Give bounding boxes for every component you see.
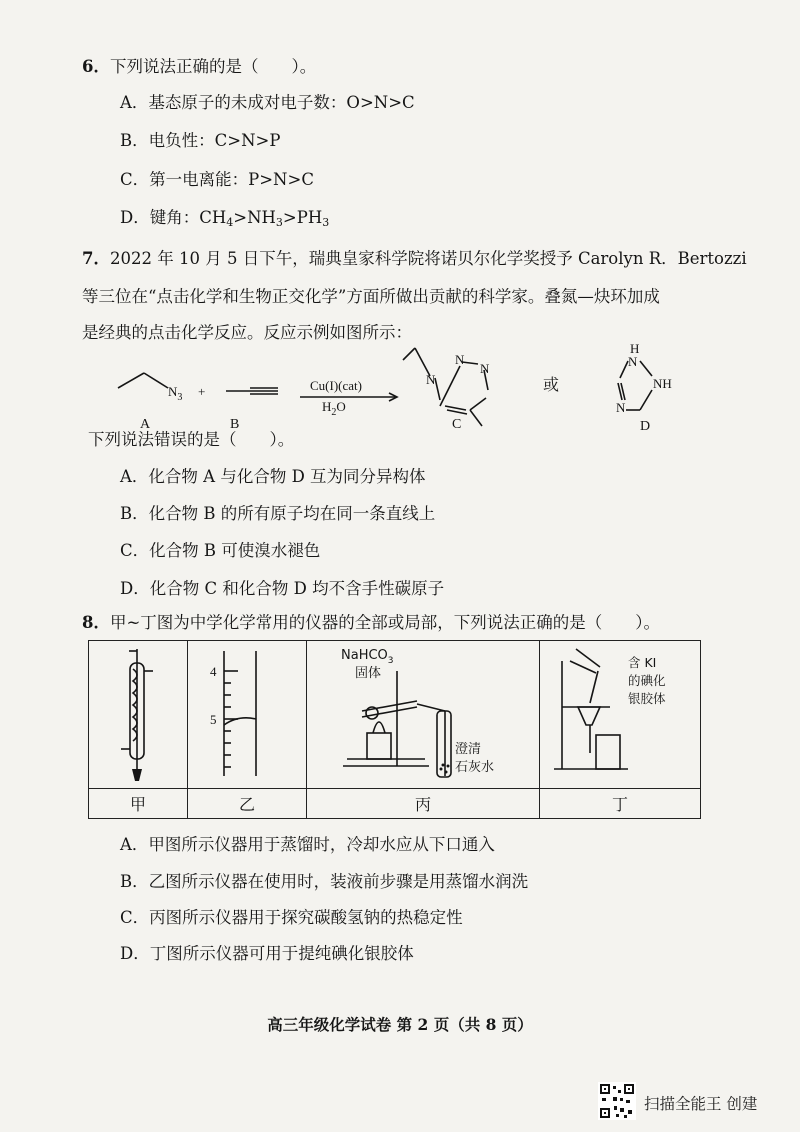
- ki-label: 含 KI: [628, 655, 657, 670]
- cell-jia: [89, 641, 188, 789]
- label-c: C: [452, 417, 462, 432]
- condition-top: Cu(I)(cat): [310, 378, 362, 393]
- triazole-n3: N: [480, 361, 490, 376]
- colloid-label: 银胶体: [628, 691, 666, 706]
- q7-option-b: B．化合物 B 的所有原子均在同一条直线上: [120, 504, 436, 523]
- clear-label: 澄清: [455, 742, 482, 757]
- cell-yi: [188, 641, 307, 789]
- burette-diagram: [188, 641, 306, 788]
- triazole-n2: N: [455, 352, 465, 367]
- burette-tick-4: 4: [210, 664, 217, 679]
- q6-stem: [82, 56, 316, 78]
- apparatus-table: [88, 640, 701, 819]
- q7-line1: 7．2022 年 10 月 5 日下午，瑞典皇家科学院将诺贝尔化学奖授予 Carolyn R．Bertozzi: [82, 249, 747, 268]
- azide-n3: $N_3$: [168, 384, 183, 403]
- page-footer: 高三年级化学试卷 第 2 页（共 8 页）: [267, 1015, 533, 1034]
- q7-option-a: A．化合物 A 与化合物 D 互为同分异构体: [120, 467, 426, 486]
- triazole-n1: N: [426, 372, 436, 387]
- condenser-diagram: [89, 641, 187, 788]
- q7-option-d: D．化合物 C 和化合物 D 均不含手性碳原子: [120, 579, 445, 598]
- q6-option-a: A．基态原子的未成对电子数：O>N>C: [120, 93, 415, 112]
- d-nh: NH: [653, 376, 672, 391]
- q7-number: 7．: [82, 249, 110, 268]
- q8-stem: 8．甲~丁图为中学化学常用的仪器的全部或局部，下列说法正确的是（ ）。: [82, 613, 661, 632]
- label-b: B: [230, 417, 240, 432]
- scanner-watermark: 扫描全能王 创建: [644, 1095, 758, 1113]
- q7-option-c: C．化合物 B 可使溴水褪色: [120, 541, 321, 560]
- caption-yi: 乙: [188, 789, 307, 819]
- burette-tick-5: 5: [210, 712, 217, 727]
- condition-bottom: $H_2O$: [322, 399, 346, 418]
- filtration-diagram: [540, 641, 700, 788]
- reaction-scheme: [100, 338, 720, 438]
- q7-line2: 等三位在“点击化学和生物正交化学”方面所做出贡献的科学家。叠氮—炔环加成: [82, 287, 660, 306]
- q7-stem: 下列说法错误的是（ ）。: [88, 430, 295, 449]
- caption-ding: 丁: [540, 789, 701, 819]
- cell-bing: [307, 641, 540, 789]
- d-n2: N: [616, 400, 626, 415]
- q6-stem-text: 下列说法正确的是（ ）。: [109, 57, 317, 76]
- q8-option-a: A．甲图所示仪器用于蒸馏时，冷却水应从下口通入: [120, 835, 495, 854]
- q8-option-d: D．丁图所示仪器可用于提纯碘化银胶体: [120, 944, 414, 963]
- q8-option-c: C．丙图所示仪器用于探究碳酸氢钠的热稳定性: [120, 908, 463, 927]
- q6-option-c: C．第一电离能：P>N>C: [120, 170, 314, 189]
- or-text: 或: [543, 377, 560, 394]
- q7-line3: 是经典的点击化学反应。反应示例如图所示：: [82, 323, 412, 342]
- caption-bing: 丙: [307, 789, 540, 819]
- q6-option-b: B．电负性：C>N>P: [120, 131, 281, 150]
- nahco3-label: NaHCO$_3$: [341, 648, 394, 666]
- q8-option-b: B．乙图所示仪器在使用时，装液前步骤是用蒸馏水润洗: [120, 872, 529, 891]
- plus-sign: +: [198, 384, 206, 399]
- q6-number: 6．: [82, 57, 110, 76]
- solid-label: 固体: [355, 666, 382, 681]
- cell-ding: [540, 641, 701, 789]
- d-n1: N: [628, 354, 638, 369]
- q8-number: 8．: [82, 613, 110, 632]
- q6-option-d: D．键角：$CH_4>NH_3>PH_3$: [120, 208, 330, 229]
- label-a: A: [140, 417, 151, 432]
- label-d: D: [640, 419, 651, 434]
- heating-diagram: [307, 641, 539, 788]
- iodide-label: 的碘化: [628, 673, 666, 688]
- d-h: H: [630, 341, 640, 356]
- limewater-label: 石灰水: [455, 760, 495, 775]
- caption-jia: 甲: [89, 789, 188, 819]
- qr-code-icon: [598, 1082, 636, 1120]
